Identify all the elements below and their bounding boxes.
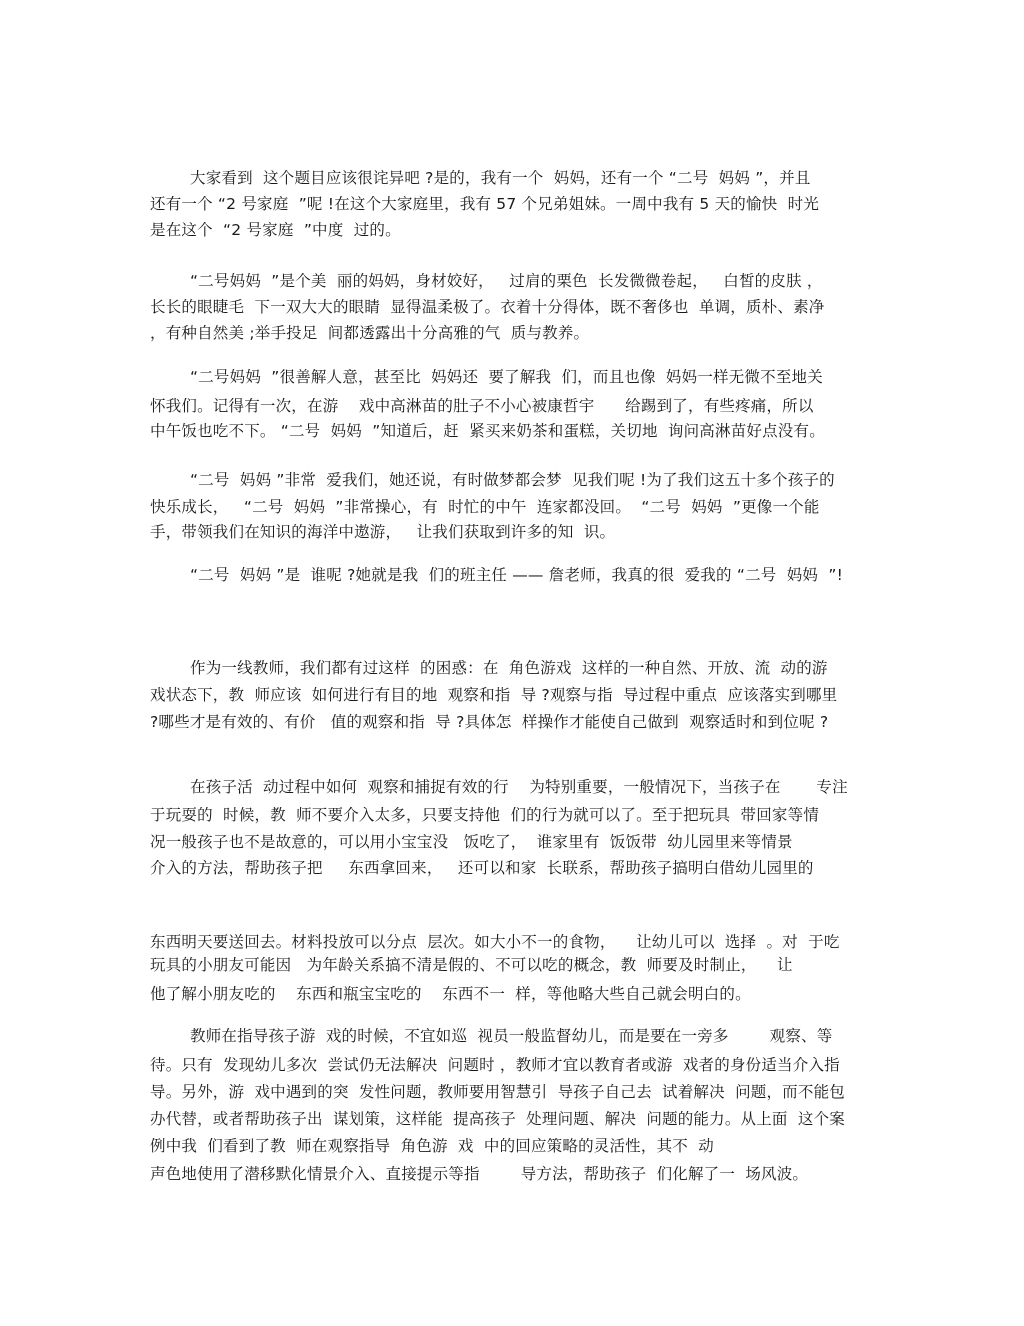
paragraph-9-line-6: 声色地使用了潜移默化情景介入、直接提示等指 导方法，帮助孩子 们化解了一 场风波。	[150, 1165, 809, 1183]
paragraph-6-line-2: 戏状态下，教 师应该 如何进行有目的地 观察和指 导 ?观察与指 导过程中重点 应该落实到哪里	[150, 686, 838, 704]
paragraph-8-line-2: 玩具的小朋友可能因 为年龄关系搞不清是假的、不可以吃的概念，教 师要及时制止， 让	[150, 956, 793, 974]
paragraph-5-line-1: “二号 妈妈 ”是 谁呢 ?她就是我 们的班主任 —— 詹老师，我真的很 爱我的 “二号 妈妈 ”!	[190, 566, 844, 584]
paragraph-2-line-2: 长长的眼睫毛 下一双大大的眼睛 显得温柔极了。衣着十分得体，既不奢侈也 单调，质朴、素净	[150, 298, 825, 316]
paragraph-6-line-3: ?哪些才是有效的、有价 值的观察和指 导 ?具体怎 样操作才能使自己做到 观察适时和到位呢 ?	[150, 713, 829, 731]
paragraph-4-line-2: 快乐成长， “二号 妈妈 ”非常操心，有 时忙的中午 连家都没回。 “二号 妈妈 ”更像一个能	[150, 498, 820, 516]
paragraph-3-line-1: “二号妈妈 ”很善解人意，甚至比 妈妈还 要了解我 们，而且也像 妈妈一样无微不至地关	[190, 368, 823, 386]
paragraph-4-line-3: 手，带领我们在知识的海洋中遨游， 让我们获取到许多的知 识。	[150, 523, 616, 541]
paragraph-7-line-2: 于玩耍的 时候，教 师不要介入太多，只要支持他 们的行为就可以了。至于把玩具 带回家等情	[150, 806, 820, 824]
paragraph-3-line-3: 中午饭也吃不下。 “二号 妈妈 ”知道后，赶 紧买来奶茶和蛋糕，关切地 询问高淋苗好点没有。	[150, 422, 825, 440]
paragraph-9-line-5: 例中我 们看到了教 师在观察指导 角色游 戏 中的回应策略的灵活性，其不 动	[150, 1137, 714, 1155]
paragraph-9-line-4: 办代替，或者帮助孩子出 谋划策，这样能 提高孩子 处理问题、解决 问题的能力。从上面 这个案	[150, 1110, 845, 1128]
paragraph-7-line-4: 介入的方法，帮助孩子把 东西拿回来， 还可以和家 长联系，帮助孩子搞明白借幼儿园里的	[150, 859, 814, 877]
paragraph-6-line-1: 作为一线教师，我们都有过这样 的困惑：在 角色游戏 这样的一种自然、开放、流 动的游	[190, 659, 828, 677]
paragraph-1-line-2: 还有一个 “2 号家庭 ”呢 !在这个大家庭里，我有 57 个兄弟姐妹。一周中我有 5 天的愉快 时光	[150, 195, 820, 213]
paragraph-3-line-2: 怀我们。记得有一次，在游 戏中高淋苗的肚子不小心被康哲宇 给踢到了，有些疼痛，所以	[150, 397, 814, 415]
paragraph-2-line-1: “二号妈妈 ”是个美 丽的妈妈，身材姣好， 过肩的栗色 长发微微卷起， 白皙的皮肤 ，	[190, 272, 823, 290]
paragraph-2-line-3: ，有种自然美 ;举手投足 间都透露出十分高雅的气 质与教养。	[150, 324, 590, 342]
paragraph-9-line-3: 导。另外，游 戏中遇到的突 发性问题，教师要用智慧引 导孩子自己去 试着解决 问题，而不能包	[150, 1083, 845, 1101]
paragraph-9-line-2: 待。只有 发现幼儿多次 尝试仍无法解决 问题时 ，教师才宜以教育者或游 戏者的身份适当介入指	[150, 1056, 840, 1074]
paragraph-4-line-1: “二号 妈妈 ”非常 爱我们，她还说，有时做梦都会梦 见我们呢 !为了我们这五十多个孩子的	[190, 471, 835, 489]
paragraph-9-line-1: 教师在指导孩子游 戏的时候，不宜如巡 视员一般监督幼儿，而是要在一旁多 观察、等	[190, 1027, 833, 1045]
paragraph-7-line-3: 况一般孩子也不是故意的，可以用小宝宝没 饭吃了， 谁家里有 饭饭带 幼儿园里来等情景	[150, 833, 793, 851]
paragraph-1-line-3: 是在这个 “2 号家庭 ”中度 过的。	[150, 221, 401, 239]
paragraph-8-line-1: 东西明天要送回去。材料投放可以分点 层次。如大小不一的食物， 让幼儿可以 选择 。对 于吃	[150, 933, 840, 951]
paragraph-8-line-3: 他了解小朋友吃的 东西和瓶宝宝吃的 东西不一 样，等他略大些自己就会明白的。	[150, 985, 751, 1003]
paragraph-7-line-1: 在孩子活 动过程中如何 观察和捕捉有效的行 为特别重要，一般情况下，当孩子在 专注	[190, 778, 848, 796]
paragraph-1-line-1: 大家看到 这个题目应该很诧异吧 ?是的，我有一个 妈妈，还有一个 “二号 妈妈 ”，并且	[190, 169, 811, 187]
